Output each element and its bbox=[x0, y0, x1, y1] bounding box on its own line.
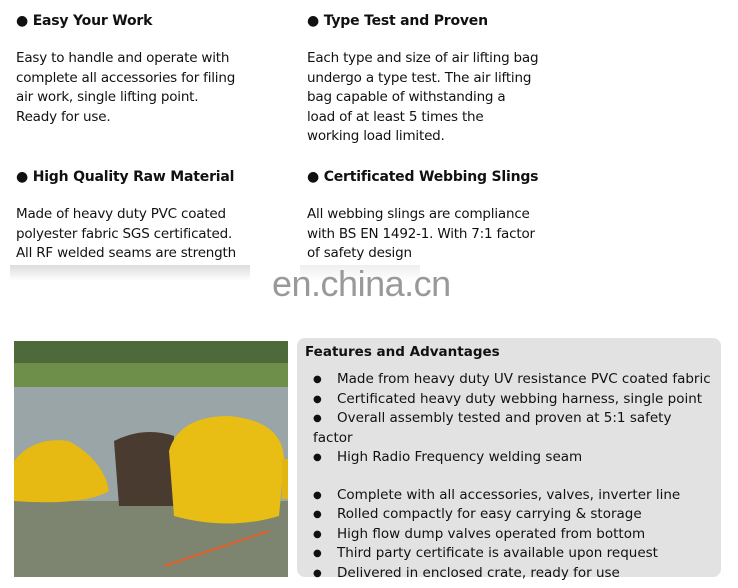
text-line: Ready for use. bbox=[16, 108, 111, 125]
list-item: ● Third party certificate is available upon request bbox=[313, 544, 713, 564]
section-type-test bbox=[307, 12, 538, 147]
list-item: ● Overall assembly tested and proven at 5:1 safety factor bbox=[313, 409, 713, 448]
text-line: All webbing slings are compliance bbox=[307, 206, 530, 222]
product-photo-lifting-bags bbox=[14, 341, 288, 577]
text-line: Made of heavy duty PVC coated bbox=[16, 206, 226, 222]
list-item: ● Delivered in enclosed crate, ready for use bbox=[313, 564, 713, 584]
section-title: ● Easy Your Work bbox=[16, 13, 153, 29]
text-line: Easy to handle and operate with bbox=[16, 50, 230, 66]
text-line: complete all accessories for filing bbox=[16, 69, 236, 86]
section-webbing-slings bbox=[307, 168, 538, 264]
text-line: of safety design bbox=[307, 245, 412, 261]
list-item: ● Certificated heavy duty webbing harness, single point bbox=[313, 390, 713, 410]
features-panel bbox=[297, 338, 721, 581]
text-line: polyester fabric SGS certificated. bbox=[16, 225, 233, 242]
list-item: ● High Radio Frequency welding seam bbox=[313, 448, 713, 468]
section-title: ● Certificated Webbing Slings bbox=[307, 169, 539, 185]
text-line: load of at least 5 times the bbox=[307, 108, 484, 125]
list-item: ● Rolled compactly for easy carrying & storage bbox=[313, 505, 713, 525]
text-line: air work, single lifting point. bbox=[16, 89, 199, 105]
section-title: ● High Quality Raw Material bbox=[16, 169, 235, 185]
blur-strip bbox=[10, 265, 250, 281]
section-easy-work bbox=[16, 12, 235, 127]
features-title: Features and Advantages bbox=[305, 344, 500, 360]
text-line: bag capable of withstanding a bbox=[307, 89, 506, 105]
features-list bbox=[305, 370, 713, 468]
list-item: ● Complete with all accessories, valves, inverter line bbox=[313, 486, 713, 506]
text-line: All RF welded seams are strength bbox=[16, 245, 236, 261]
section-raw-material bbox=[16, 168, 236, 264]
list-item: ● High flow dump valves operated from bottom bbox=[313, 525, 713, 545]
features-list bbox=[305, 486, 713, 584]
text-line: Each type and size of air lifting bag bbox=[307, 50, 539, 66]
text-line: working load limited. bbox=[307, 128, 445, 144]
text-line: with BS EN 1492-1. With 7:1 factor bbox=[307, 225, 535, 242]
watermark: en.china.cn bbox=[272, 263, 451, 304]
text-line: undergo a type test. The air lifting bbox=[307, 69, 532, 86]
section-title: ● Type Test and Proven bbox=[307, 13, 488, 29]
list-item: ● Made from heavy duty UV resistance PVC coated fabric bbox=[313, 370, 713, 390]
